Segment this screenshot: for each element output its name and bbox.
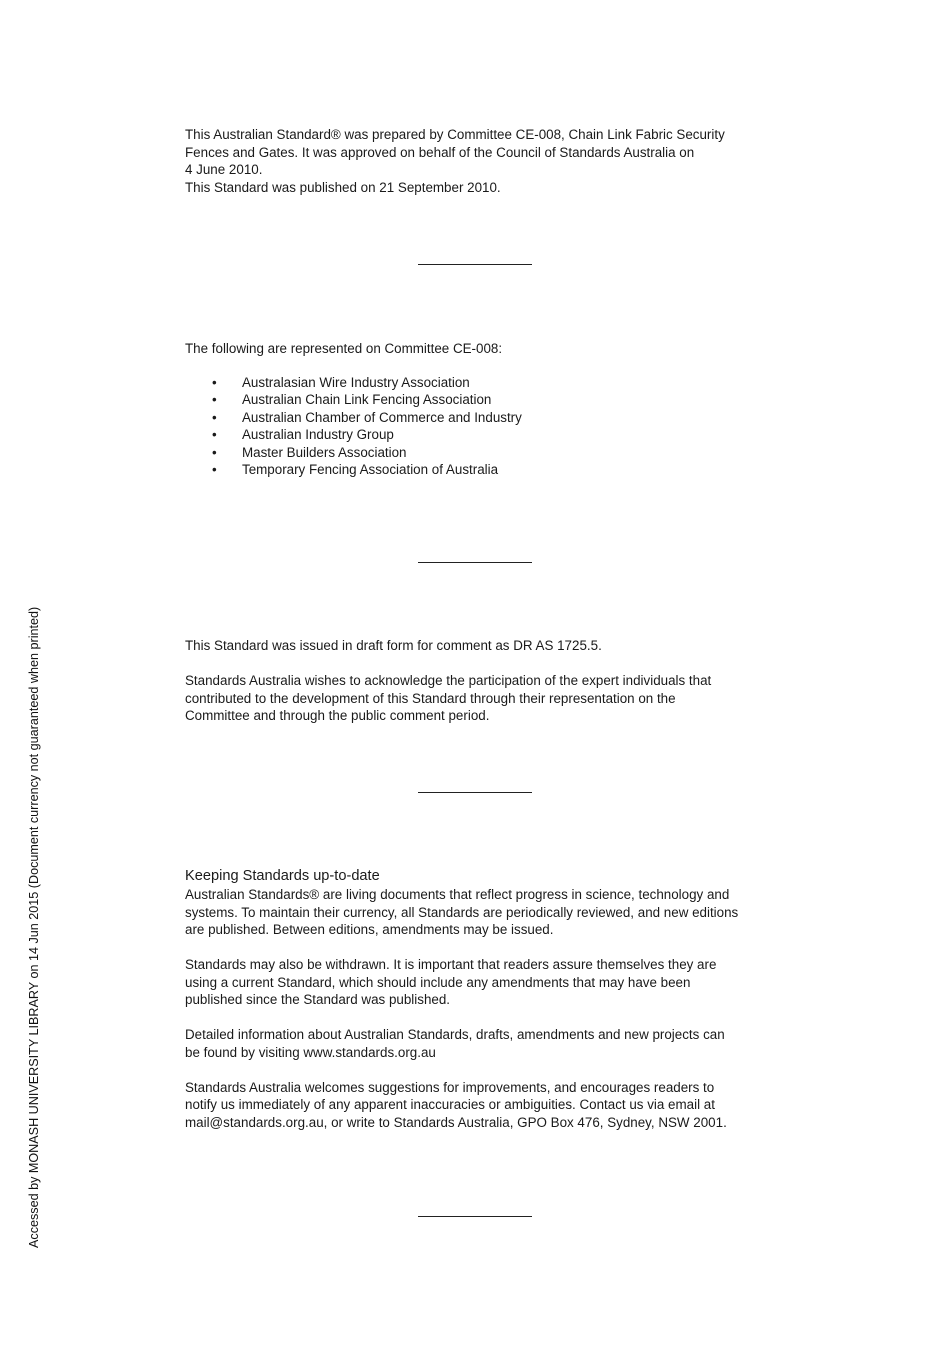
- draft-section: [185, 637, 775, 725]
- uptodate-section: [185, 867, 775, 1131]
- para-line: mail@standards.org.au, or write to Standards Australia, GPO Box 476, Sydney, NSW 2001.: [185, 1114, 727, 1130]
- ack-line: Committee and through the public comment period.: [185, 708, 490, 723]
- section-divider: [418, 264, 532, 265]
- preparation-notice: [185, 126, 775, 196]
- para-line: Standards Australia welcomes suggestions for improvements, and encourages readers to: [185, 1079, 715, 1095]
- list-item: • Temporary Fencing Association of Australia: [185, 461, 775, 479]
- ack-line: contributed to the development of this Standard through their representation on the: [185, 690, 676, 706]
- para-line: Australian Standards® are living documents that reflect progress in science, technology and: [185, 887, 730, 902]
- section-divider: [418, 1216, 532, 1217]
- list-item: • Australasian Wire Industry Association: [185, 374, 775, 392]
- para-line: notify us immediately of any apparent inaccuracies or ambiguities. Contact us via email at: [185, 1097, 715, 1112]
- para-line: are published. Between editions, amendments may be issued.: [185, 922, 554, 937]
- committee-intro: The following are represented on Committee CE-008:: [185, 341, 503, 356]
- committee-section: [185, 340, 775, 479]
- access-notice: Accessed by MONASH UNIVERSITY LIBRARY on 14 Jun 2015 (Document currency not guaranteed when printed): [27, 606, 41, 1248]
- draft-issued: This Standard was issued in draft form for comment as DR AS 1725.5.: [185, 638, 602, 653]
- prep-line: Fences and Gates. It was approved on behalf of the Council of Standards Australia on: [185, 144, 695, 160]
- para-line: Detailed information about Australian Standards, drafts, amendments and new projects can: [185, 1027, 725, 1042]
- section-heading: Keeping Standards up-to-date: [185, 868, 380, 884]
- list-item: • Australian Industry Group: [185, 426, 775, 444]
- para-line: using a current Standard, which should include any amendments that may have been: [185, 974, 691, 990]
- committee-member-list: [185, 374, 775, 479]
- ack-line: Standards Australia wishes to acknowledge the participation of the expert individuals that: [185, 673, 712, 688]
- section-divider: [418, 792, 532, 793]
- section-divider: [418, 562, 532, 563]
- para-line: Standards may also be withdrawn. It is important that readers assure themselves they are: [185, 957, 717, 972]
- list-item: • Australian Chain Link Fencing Association: [185, 391, 775, 409]
- list-item: • Master Builders Association: [185, 444, 775, 462]
- list-item: • Australian Chamber of Commerce and Industry: [185, 409, 775, 427]
- para-line: systems. To maintain their currency, all Standards are periodically reviewed, and new editions: [185, 904, 739, 920]
- para-line: published since the Standard was published.: [185, 992, 451, 1007]
- prep-line: 4 June 2010.: [185, 162, 263, 177]
- prep-line: This Standard was published on 21 September 2010.: [185, 179, 501, 195]
- prep-line: This Australian Standard® was prepared by Committee CE-008, Chain Link Fabric Security: [185, 127, 725, 142]
- para-line: be found by visiting www.standards.org.au: [185, 1044, 436, 1060]
